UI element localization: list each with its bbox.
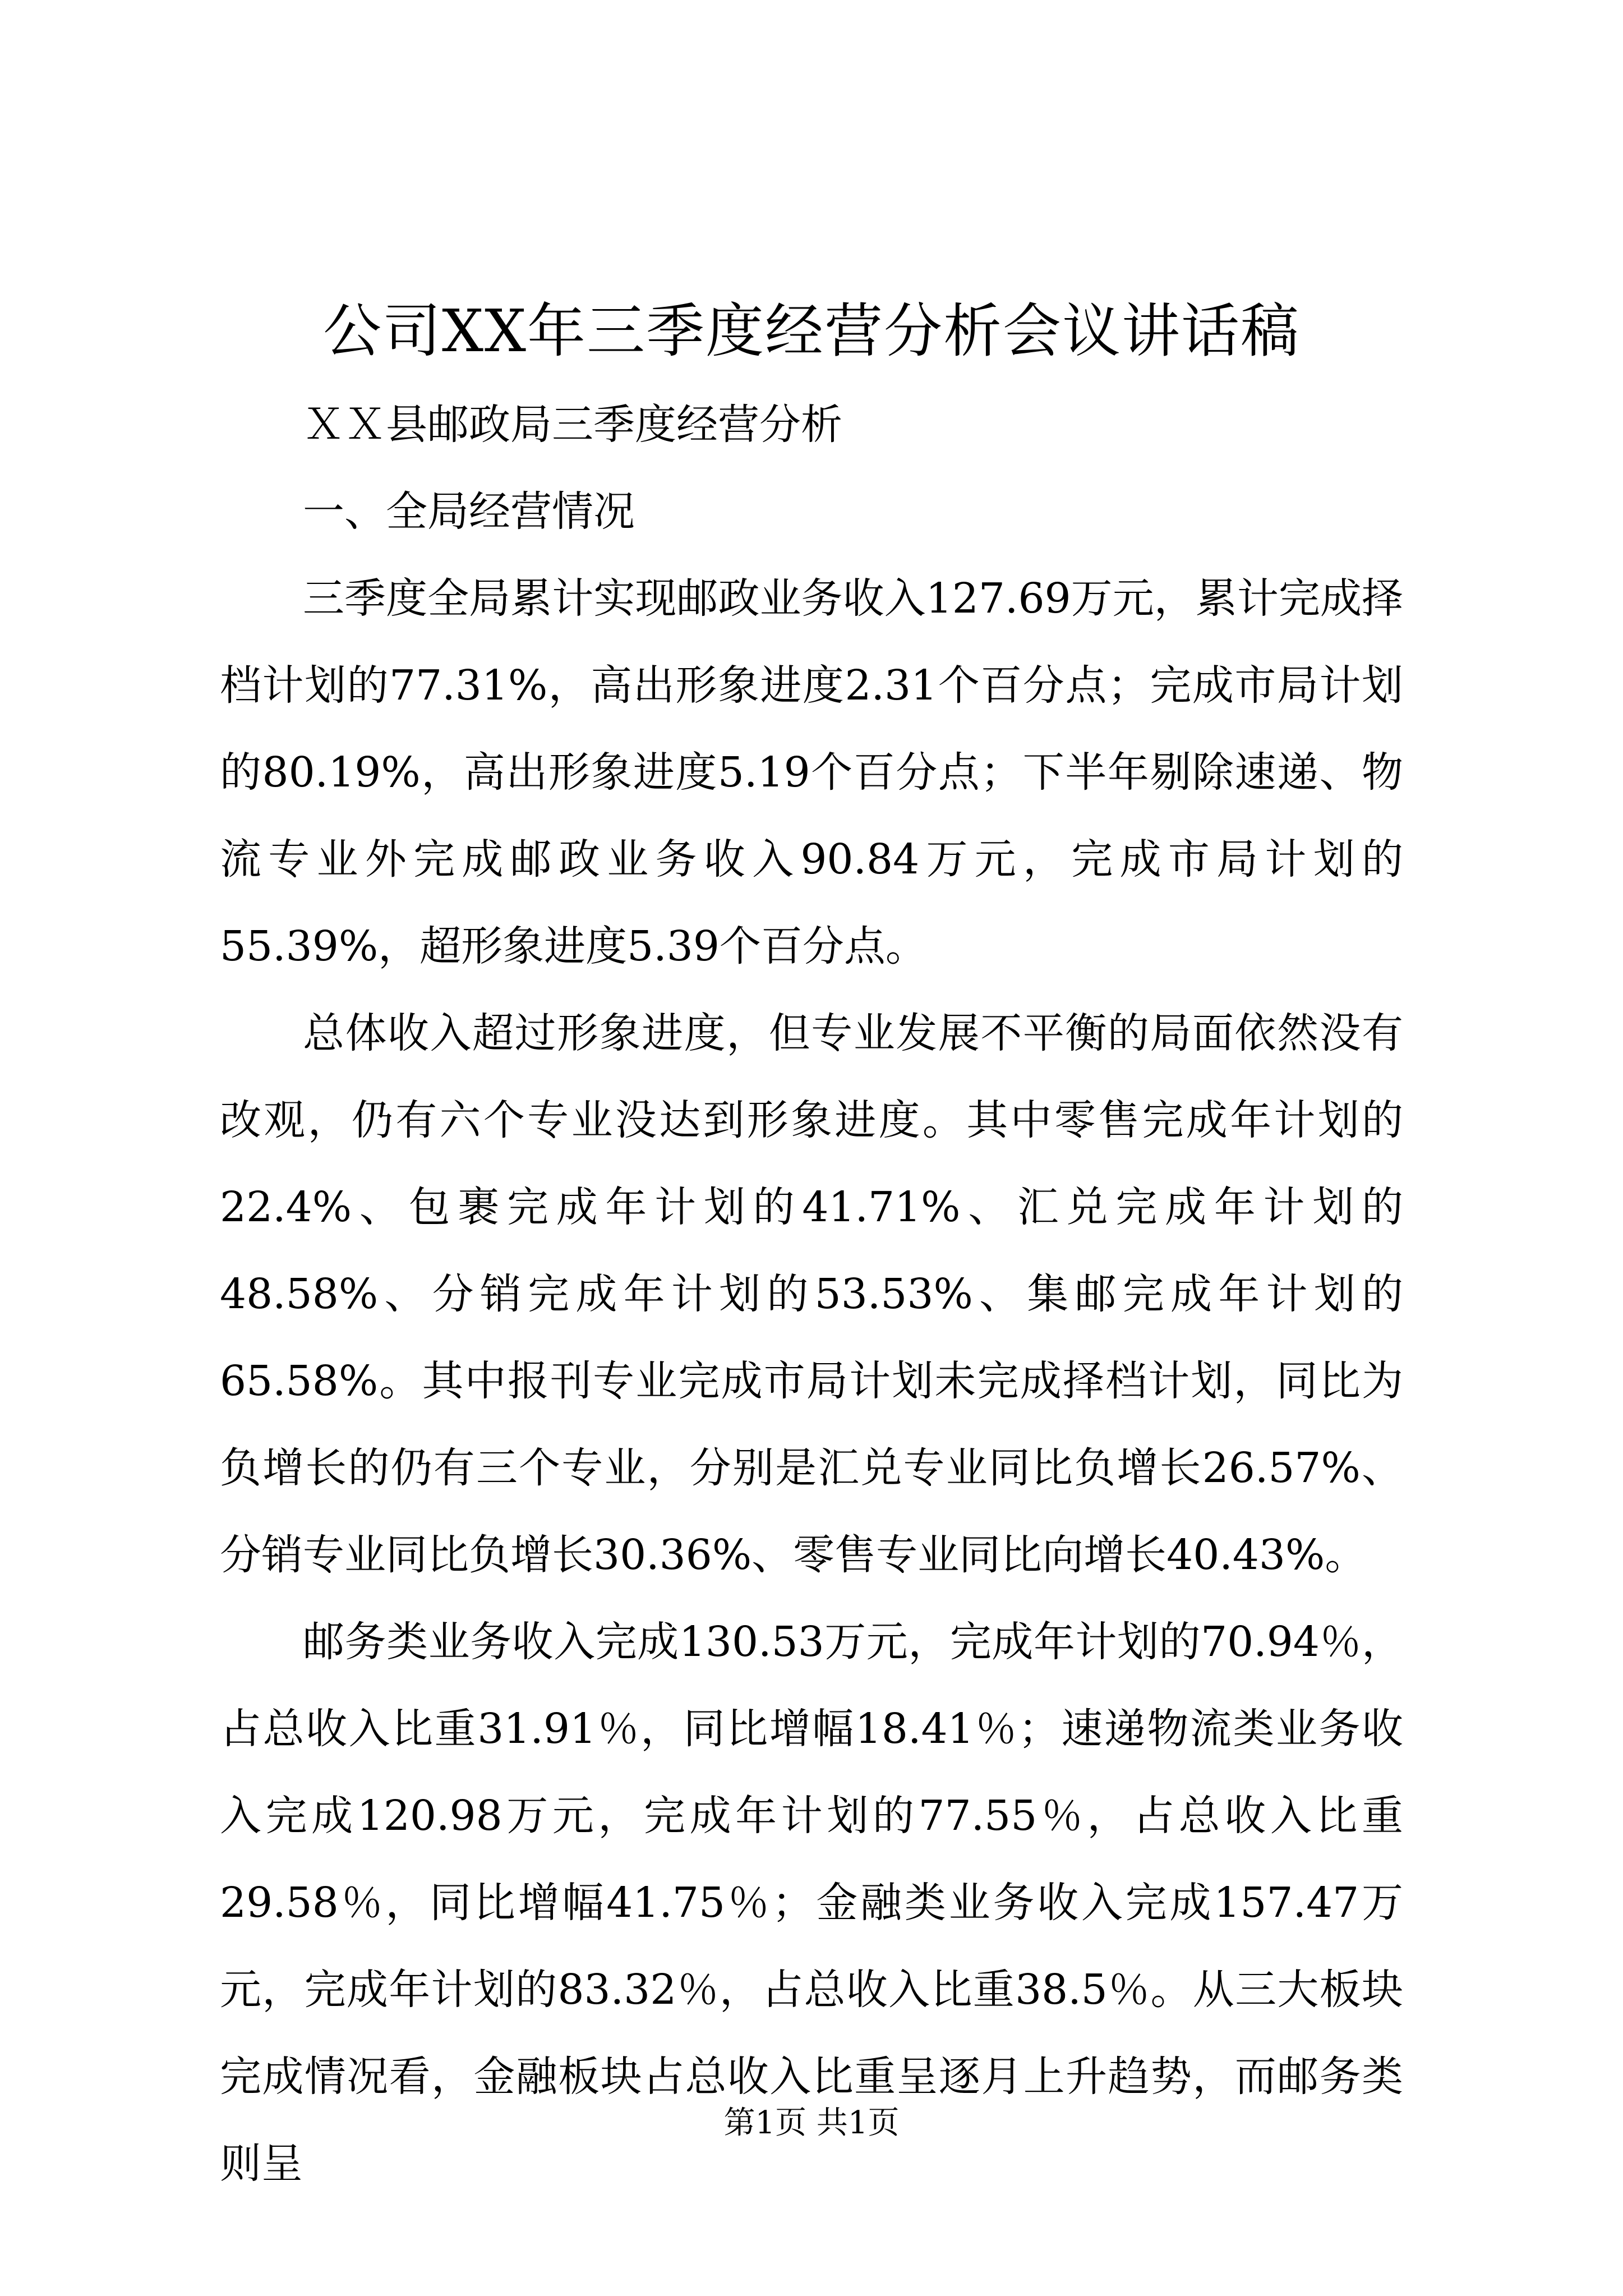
paragraph-3: 邮务类业务收入完成130.53万元，完成年计划的70.94％，占总收入比重31.91％，同比增幅18.41％；速递物流类业务收入完成120.98万元，完成年计划的77.55％，占总收入比重29.58％，同比增幅41.75％；金融类业务收入完成157.47万元，完成年计划的83.32％，占总收入比重38.5％。从三大板块完成情况看，金融板块占总收入比重呈逐月上升趋势，而邮务类则呈 <box>220 1618 1403 2188</box>
document-body <box>220 381 1403 2207</box>
document-subtitle: ＸＸ县邮政局三季度经营分析 <box>303 401 842 449</box>
paragraph-2: 总体收入超过形象进度，但专业发展不平衡的局面依然没有改观，仍有六个专业没达到形象进度。其中零售完成年计划的22.4%、包裹完成年计划的41.71%、汇兑完成年计划的48.58%、分销完成年计划的53.53%、集邮完成年计划的65.58%。其中报刊专业完成市局计划未完成择档计划，同比为负增长的仍有三个专业，分别是汇兑专业同比负增长26.57%、分销专业同比负增长30.36%、零售专业同比向增长40.43%。 <box>220 1009 1403 1579</box>
document-title: 公司XX年三季度经营分析会议讲话稿 <box>322 297 1301 365</box>
paragraph-1: 三季度全局累计实现邮政业务收入127.69万元，累计完成择档计划的77.31%，高出形象进度2.31个百分点；完成市局计划的80.19%，高出形象进度5.19个百分点；下半年剔除速递、物流专业外完成邮政业务收入90.84万元，完成市局计划的55.39%，超形象进度5.39个百分点。 <box>220 574 1403 970</box>
section-heading: 一、全局经营情况 <box>303 487 635 536</box>
page-number-footer: 第1页 共1页 <box>723 2105 900 2141</box>
